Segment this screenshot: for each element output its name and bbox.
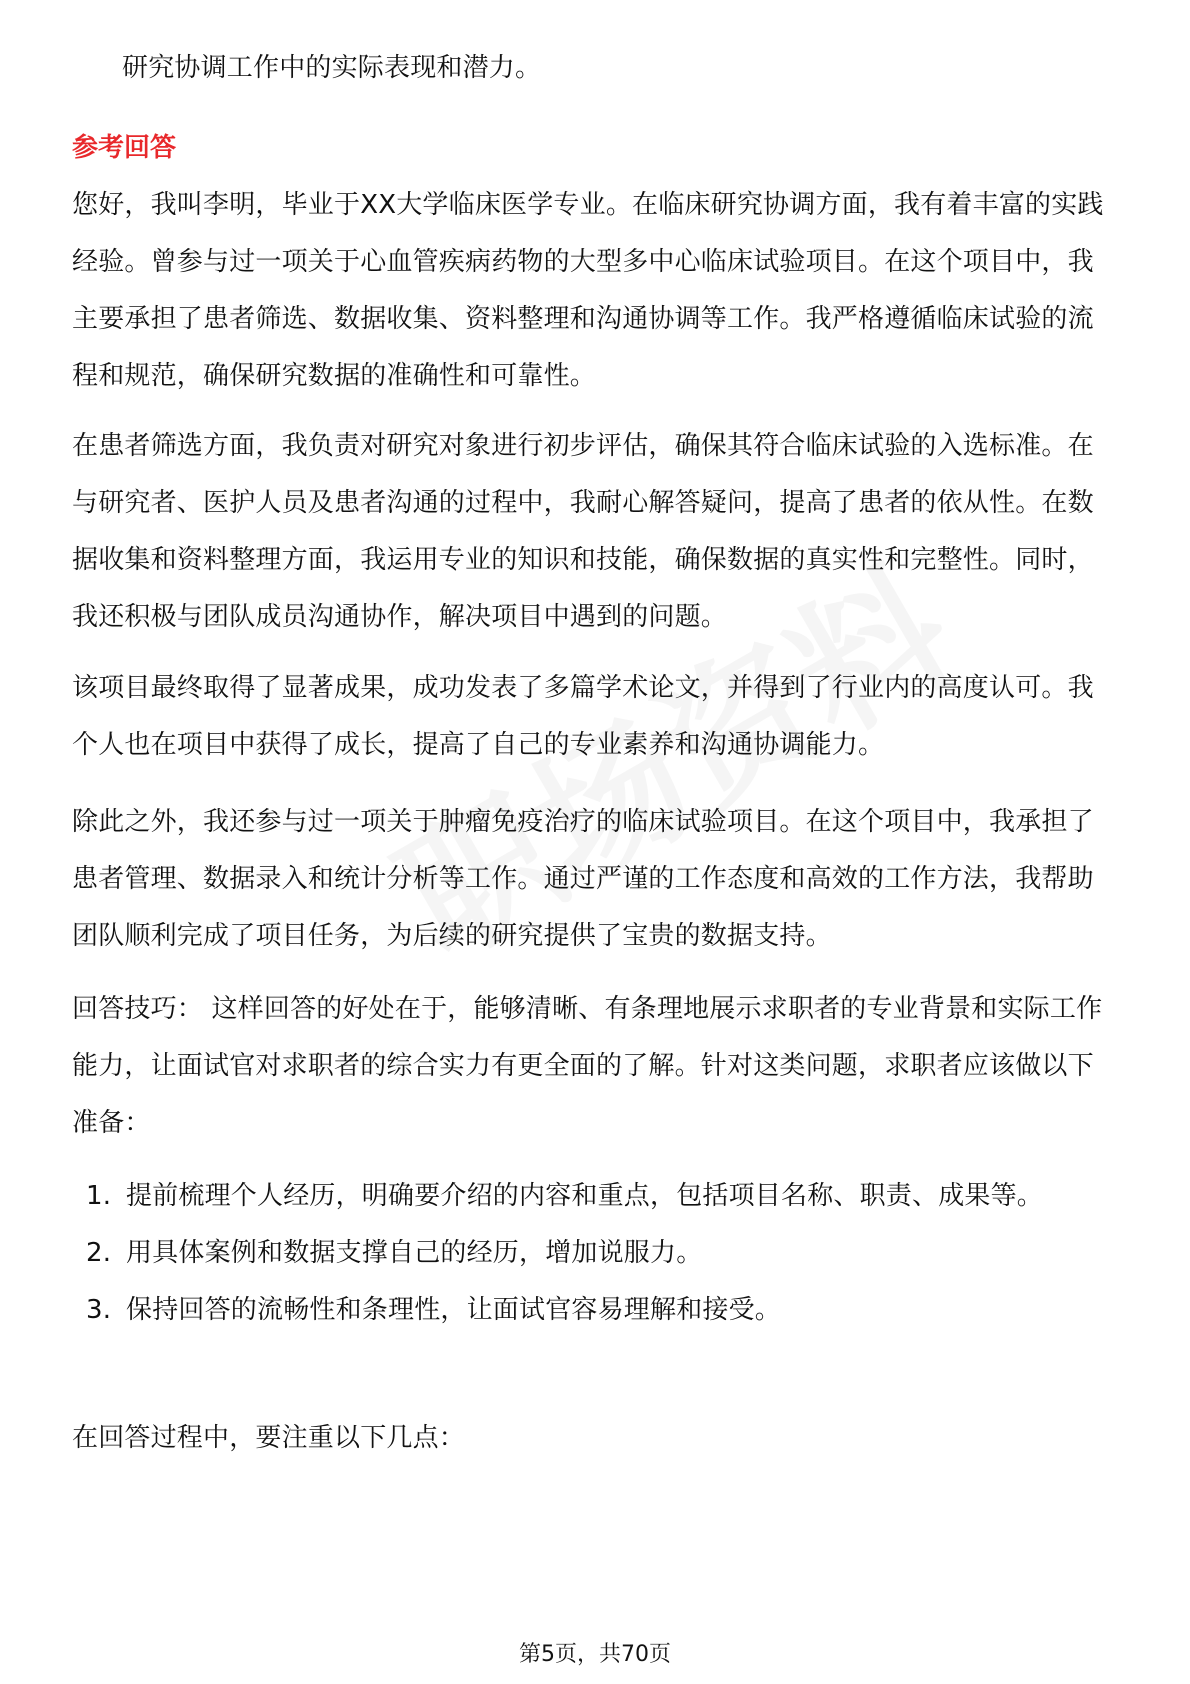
paragraph-3: 该项目最终取得了显著成果，成功发表了多篇学术论文，并得到了行业内的高度认可。我个人也在项目中获得了成长，提高了自己的专业素养和沟通协调能力。 xyxy=(72,673,1094,760)
list-item-text: 用具体案例和数据支撑自己的经历，增加说服力。 xyxy=(126,1238,703,1268)
list-item-number: 1. xyxy=(86,1181,112,1211)
list-item-number: 2. xyxy=(86,1238,112,1268)
continuation-text: 研究协调工作中的实际表现和潜力。 xyxy=(122,53,542,83)
paragraph-1: 您好，我叫李明，毕业于XX大学临床医学专业。在临床研究协调方面，我有着丰富的实践经验。曾参与过一项关于心血管疾病药物的大型多中心临床试验项目。在这个项目中，我主要承担了患者筛选、数据收集、资料整理和沟通协调等工作。我严格遵循临床试验的流程和规范，确保研究数据的准确性和可靠性。 xyxy=(72,190,1104,391)
paragraph-answer-tips: 回答技巧： 这样回答的好处在于，能够清晰、有条理地展示求职者的专业背景和实际工作能力，让面试官对求职者的综合实力有更全面的了解。针对这类问题，求职者应该做以下准备： xyxy=(72,994,1103,1138)
list-item xyxy=(72,1282,1118,1339)
preparation-list xyxy=(72,1168,1118,1339)
list-item-text: 保持回答的流畅性和条理性，让面试官容易理解和接受。 xyxy=(126,1295,782,1325)
page-number-footer: 第5页，共70页 xyxy=(519,1642,671,1667)
list-item-text: 提前梳理个人经历，明确要介绍的内容和重点，包括项目名称、职责、成果等。 xyxy=(126,1181,1044,1211)
list-item xyxy=(72,1225,1118,1282)
paragraph-2: 在患者筛选方面，我负责对研究对象进行初步评估，确保其符合临床试验的入选标准。在与研究者、医护人员及患者沟通的过程中，我耐心解答疑问，提高了患者的依从性。在数据收集和资料整理方面，我运用专业的知识和技能，确保数据的真实性和完整性。同时，我还积极与团队成员沟通协作，解决项目中遇到的问题。 xyxy=(72,431,1094,632)
list-item-number: 3. xyxy=(86,1295,112,1325)
paragraph-4: 除此之外，我还参与过一项关于肿瘤免疫治疗的临床试验项目。在这个项目中，我承担了患者管理、数据录入和统计分析等工作。通过严谨的工作态度和高效的工作方法，我帮助团队顺利完成了项目任务，为后续的研究提供了宝贵的数据支持。 xyxy=(72,807,1094,951)
section-heading-reference-answer: 参考回答 xyxy=(72,133,177,163)
closing-text: 在回答过程中，要注重以下几点： xyxy=(72,1423,466,1453)
list-item xyxy=(72,1168,1118,1225)
